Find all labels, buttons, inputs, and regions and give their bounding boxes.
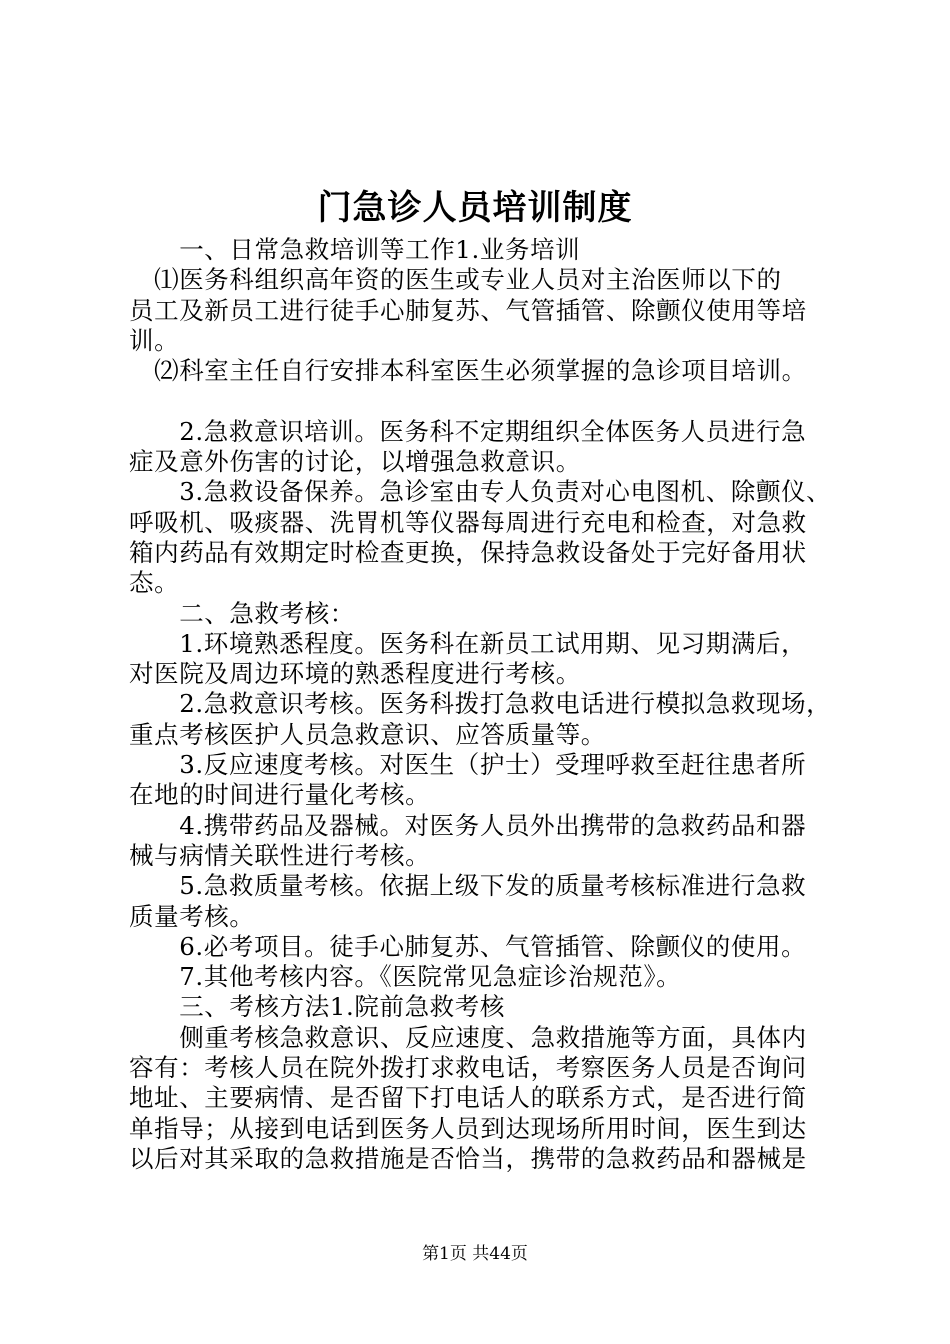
section-heading: 三、考核方法1.院前急救考核 bbox=[129, 992, 505, 1022]
body-line: 1.环境熟悉程度。医务科在新员工试用期、见习期满后， bbox=[129, 628, 807, 658]
body-line: 地址、主要病情、是否留下打电话人的联系方式，是否进行简 bbox=[129, 1083, 807, 1113]
blank-line bbox=[129, 386, 831, 416]
body-line: 容有：考核人员在院外拨打求救电话，考察医务人员是否询问 bbox=[129, 1053, 807, 1083]
body-line: 症及意外伤害的讨论，以增强急救意识。 bbox=[129, 447, 581, 477]
page-number: 第1页 共44页 bbox=[422, 1244, 528, 1264]
body-line: ⑴医务科组织高年资的医生或专业人员对主治医师以下的 bbox=[129, 265, 782, 295]
body-line: ⑵科室主任自行安排本科室医生必须掌握的急诊项目培训。 bbox=[129, 356, 807, 386]
body-line: 一、日常急救培训等工作1.业务培训 bbox=[129, 235, 581, 264]
body-line: 5.急救质量考核。依据上级下发的质量考核标准进行急救 bbox=[129, 871, 807, 901]
body-line: 重点考核医护人员急救意识、应答质量等。 bbox=[129, 719, 606, 749]
body-line: 侧重考核急救意识、反应速度、急救措施等方面，具体内 bbox=[129, 1022, 807, 1052]
section-heading: 二、急救考核： bbox=[129, 598, 355, 628]
body-line: 3.反应速度考核。对医生（护士）受理呼救至赶往患者所 bbox=[129, 750, 807, 780]
body-line: 3.急救设备保养。急诊室由专人负责对心电图机、除颤仪、 bbox=[129, 477, 832, 507]
body-line: 单指导；从接到电话到医务人员到达现场所用时间，医生到达 bbox=[129, 1113, 807, 1143]
body-line: 械与病情关联性进行考核。 bbox=[129, 840, 431, 870]
body-line: 4.携带药品及器械。对医务人员外出携带的急救药品和器 bbox=[129, 810, 807, 840]
body-line: 6.必考项目。徒手心肺复苏、气管插管、除颤仪的使用。 bbox=[129, 931, 807, 961]
body-line: 以后对其采取的急救措施是否恰当，携带的急救药品和器械是 bbox=[129, 1143, 807, 1173]
body-line: 对医院及周边环境的熟悉程度进行考核。 bbox=[129, 659, 581, 689]
body-line: 2.急救意识考核。医务科拨打急救电话进行模拟急救现场， bbox=[129, 689, 832, 719]
document-body bbox=[129, 235, 831, 1174]
body-line: 质量考核。 bbox=[129, 901, 255, 931]
body-line: 7.其他考核内容。《医院常见急症诊治规范》。 bbox=[129, 962, 682, 992]
document-title: 门急诊人员培训制度 bbox=[317, 188, 633, 228]
body-line: 箱内药品有效期定时检查更换，保持急救设备处于完好备用状 bbox=[129, 537, 807, 567]
body-line: 态。 bbox=[129, 568, 180, 598]
body-line: 呼吸机、吸痰器、洗胃机等仪器每周进行充电和检查，对急救 bbox=[129, 507, 807, 537]
body-line: 训。 bbox=[129, 325, 180, 355]
body-line: 员工及新员工进行徒手心肺复苏、气管插管、除颤仪使用等培 bbox=[129, 295, 807, 325]
body-line: 2.急救意识培训。医务科不定期组织全体医务人员进行急 bbox=[129, 416, 807, 446]
body-line: 在地的时间进行量化考核。 bbox=[129, 780, 431, 810]
